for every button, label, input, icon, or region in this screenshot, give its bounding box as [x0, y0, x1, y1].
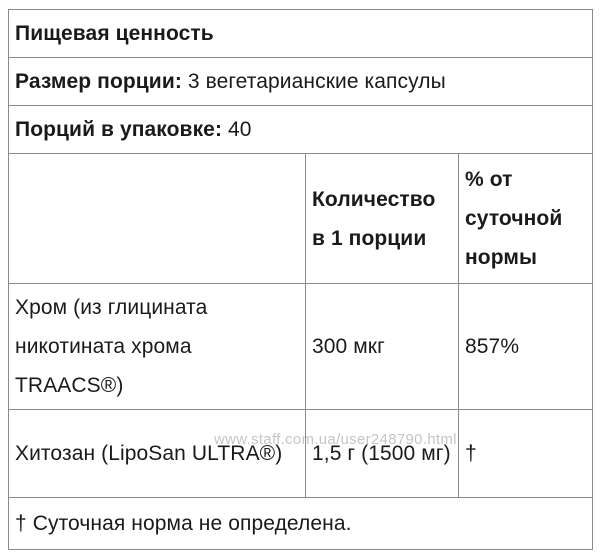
- nutrient-daily-value: †: [459, 410, 593, 498]
- table-row: [9, 410, 593, 498]
- serving-size-value: 3 вегетарианские капсулы: [181, 70, 446, 93]
- header-empty-cell: [9, 154, 306, 284]
- serving-size-cell: [9, 58, 593, 106]
- serving-size-row: [9, 58, 593, 106]
- nutrient-amount: 1,5 г (1500 мг): [306, 410, 459, 498]
- nutrient-amount: 300 мкг: [306, 284, 459, 410]
- nutrition-facts-table: [8, 9, 593, 550]
- table-row: [9, 284, 593, 410]
- servings-per-container-row: [9, 106, 593, 154]
- header-amount: Количество в 1 порции: [306, 154, 459, 284]
- servings-per-container-value: 40: [222, 118, 252, 141]
- servings-per-container-cell: [9, 106, 593, 154]
- nutrient-daily-value: 857%: [459, 284, 593, 410]
- footnote-row: [9, 498, 593, 550]
- nutrient-name: Хитозан (LipoSan ULTRA®): [9, 410, 306, 498]
- header-daily-value: % от суточной нормы: [459, 154, 593, 284]
- footnote: † Суточная норма не определена.: [9, 498, 593, 550]
- watermark-text: www.staff.com.ua/user248790.html: [214, 431, 457, 448]
- column-header-row: [9, 154, 593, 284]
- table-title: Пищевая ценность: [9, 10, 593, 58]
- title-row: [9, 10, 593, 58]
- serving-size-label: Размер порции:: [15, 70, 182, 93]
- servings-per-container-label: Порций в упаковке:: [15, 118, 223, 141]
- nutrient-name: Хром (из глицината никотината хрома TRAACS®): [9, 284, 306, 410]
